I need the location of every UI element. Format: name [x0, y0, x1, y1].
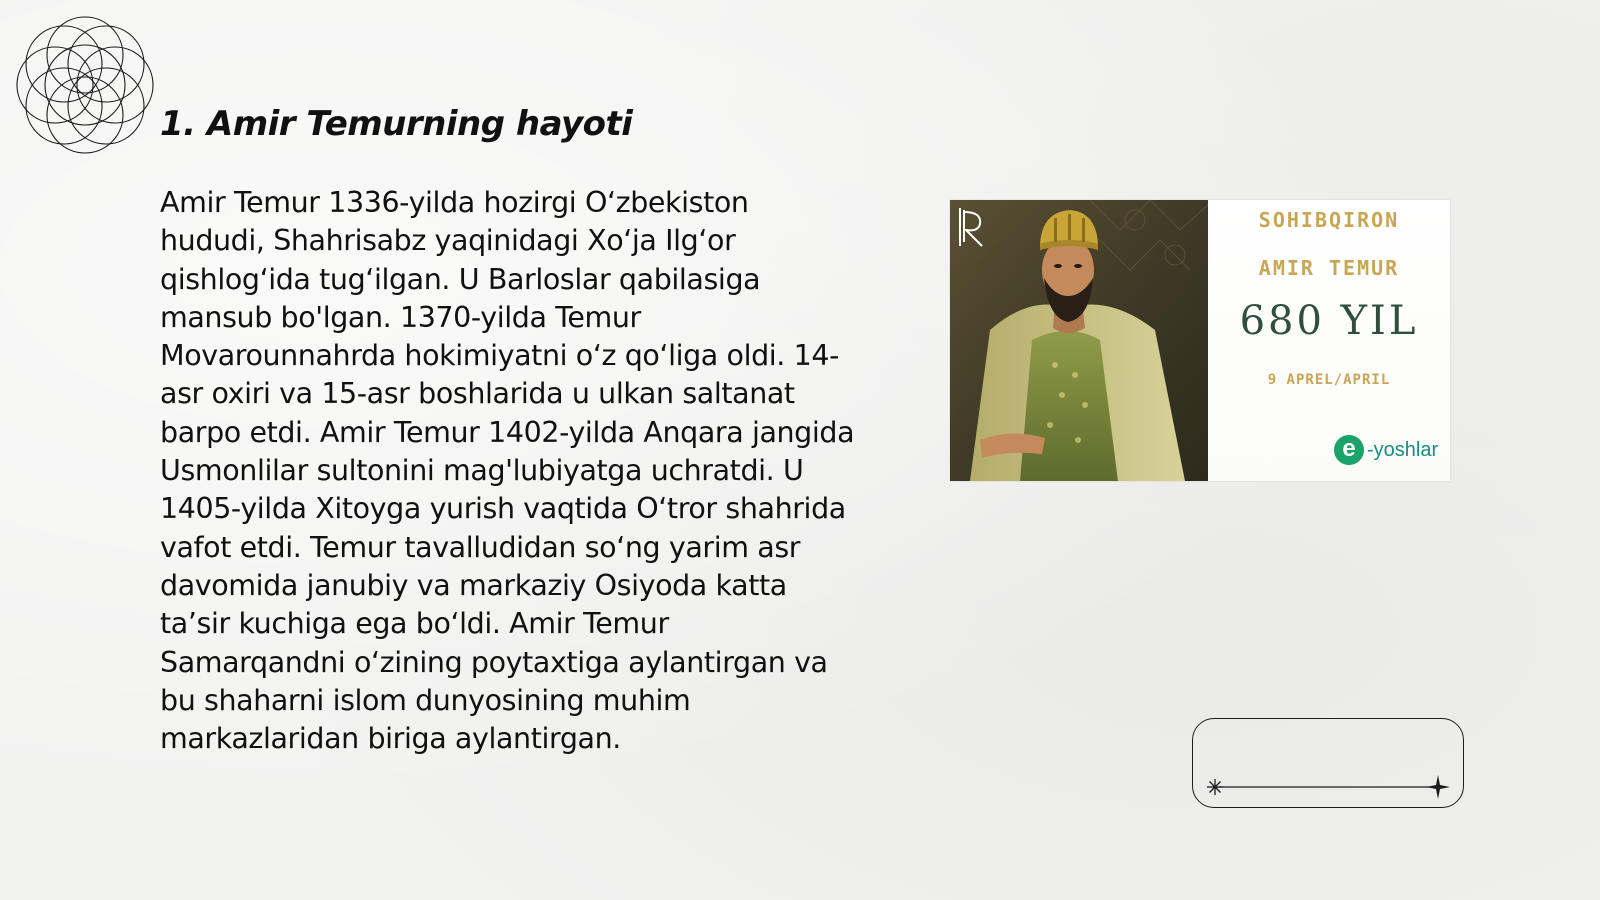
e-yoshlar-logo [1334, 432, 1438, 468]
poster-line-amir-temur: AMIR TEMUR [1258, 256, 1400, 280]
slide-body-text: Amir Temur 1336-yilda hozirgi O‘zbekiston hududi, Shahrisabz yaqinidagi Xo‘ja Ilg‘or qishlog‘ida tug‘ilgan. U Barloslar qabilasiga mansub bo'lgan. 1370-yilda Temur Movarounnahrda hokimiyatni o‘z qo‘liga oldi. 14-asr oxiri va 15-asr boshlarida u ulkan saltanat barpo etdi. Amir Temur 1402-yilda Anqara jangida Usmonlilar sultonini mag'lubiyatga uchratdi. U 1405-yilda Xitoyga yurish vaqtida O‘tror shahrida vafot etdi. Temur tavalludidan so‘ng yarim asr davomida janubiy va markaziy Osiyoda katta ta’sir kuchiga ega bo‘ldi. Amir Temur Samarqandni o‘zining poytaxtiga aylantirgan va bu shaharni islom dunyosining muhim markazlaridan biriga aylantirgan. [160, 186, 855, 756]
decorative-line [1193, 719, 1465, 809]
amir-temur-portrait [950, 200, 1208, 481]
ring-ornament-icon [10, 10, 160, 160]
brand-text: -yoshlar [1367, 438, 1439, 461]
poster-line-date: 9 APREL/APRIL [1267, 372, 1391, 388]
decorative-frame [1192, 718, 1464, 808]
slide-title: 1. Amir Temurning hayoti [160, 104, 633, 144]
r-logo-icon [956, 206, 986, 250]
poster-line-anniversary: 680 YIL [1239, 298, 1419, 344]
poster-caption-panel [1208, 200, 1450, 481]
amir-temur-poster [950, 200, 1450, 481]
star-icon [1426, 775, 1450, 799]
brand-e-icon: e [1334, 435, 1364, 465]
sparkle-icon [1207, 779, 1223, 795]
poster-line-sohibqiron: SOHIBQIRON [1258, 208, 1400, 232]
